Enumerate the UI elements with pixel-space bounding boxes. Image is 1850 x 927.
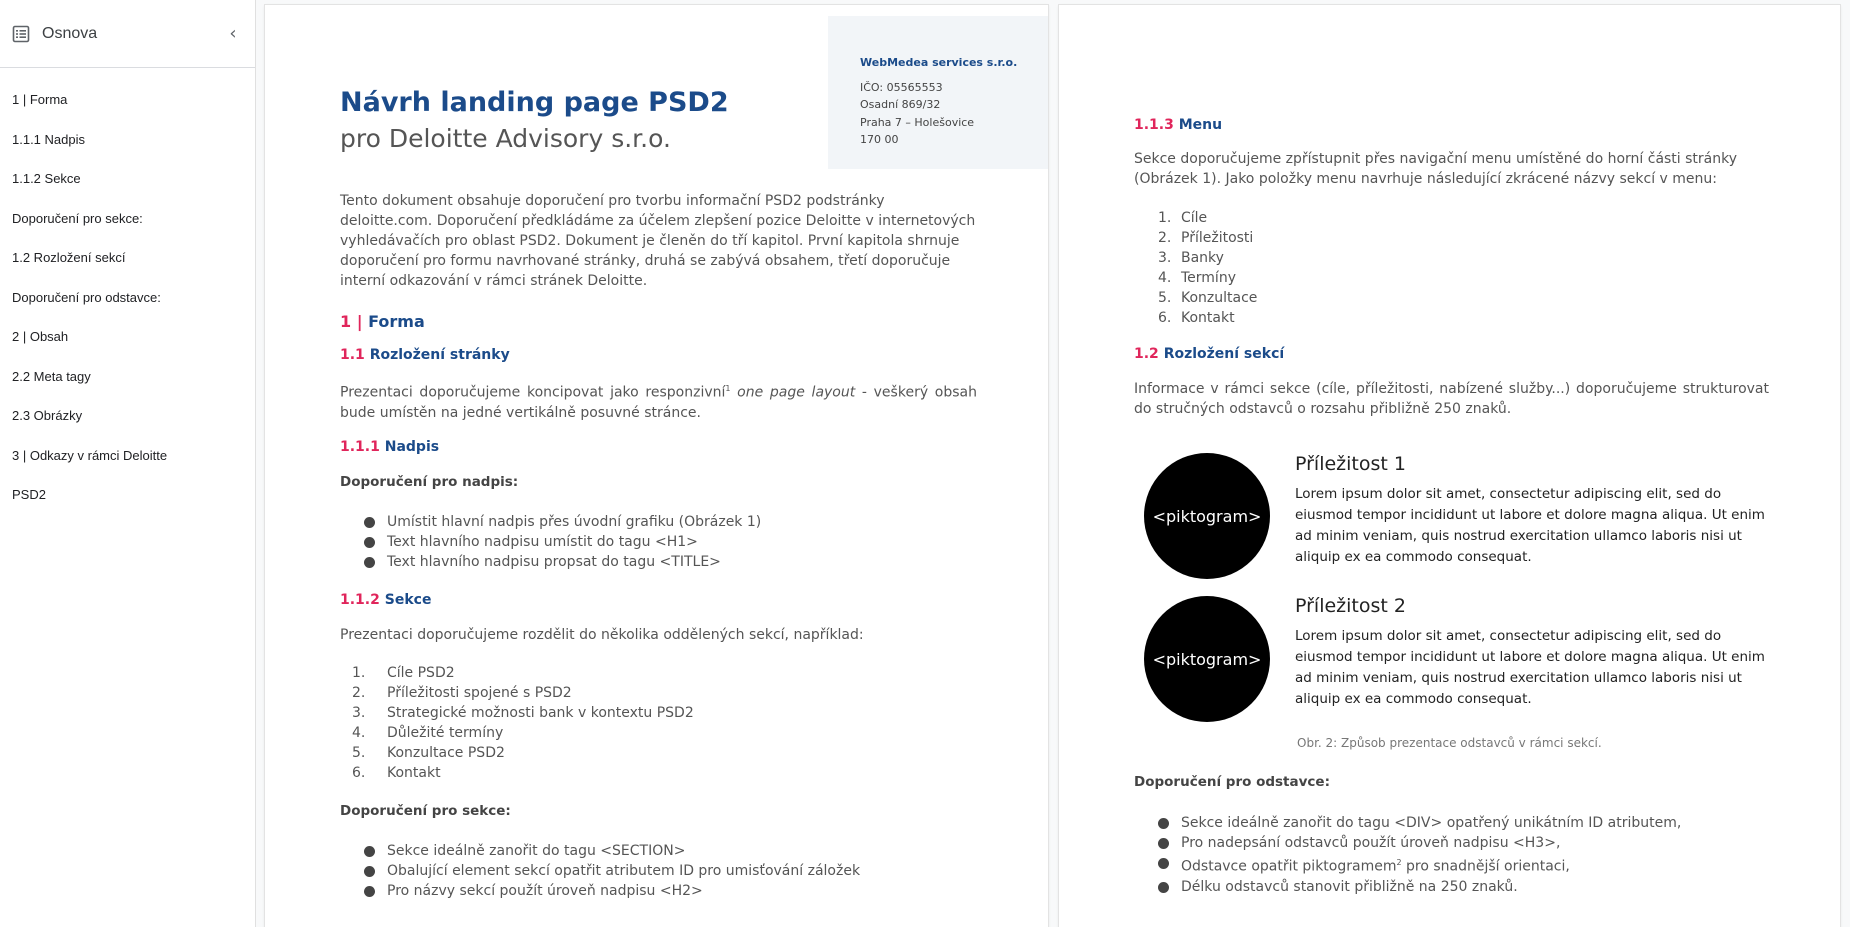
list-item: Umístit hlavní nadpis přes úvodní grafiku (Obrázek 1) [340,512,761,532]
menu-numbered-list [1134,208,1257,328]
outline-item[interactable]: 1.1.1 Nadpis [12,131,85,147]
list-item: Odstavce opatřit piktogramem$^2$ pro snadnější orientaci, [1134,853,1681,877]
pictogram-placeholder: <piktogram> [1144,596,1270,722]
outline-item[interactable]: PSD2 [12,487,46,502]
outline-title: Osnova [42,24,98,42]
footnote-ref[interactable]: 1 [725,384,731,393]
rozlozeni-paragraph: Informace v rámci sekce (cíle, příležitosti, nabízené služby...) doporučujeme strukturovat do stručných odstavců o rozsahu přibližně 250 znaků. [1134,381,1769,417]
list-item: 3. Strategické možnosti bank v kontextu PSD2 [352,705,694,721]
heading-number: 1 | [340,312,363,331]
outline-sidebar [0,0,256,927]
layout-paragraph [340,379,977,423]
heading-forma [340,312,425,331]
company-street: Osadní 869/32 [860,98,941,111]
company-info-box [828,16,1048,169]
list-item: Délku odstavců stanovit přibližně na 250 znaků. [1134,877,1681,897]
outline-item[interactable]: 3 | Odkazy v rámci Deloitte [12,447,168,463]
outline-list [0,68,255,515]
outline-item[interactable]: Doporučení pro sekce: [12,210,143,226]
heading-text: Forma [368,312,425,331]
footnote-ref[interactable]: 2 [1396,858,1402,867]
paragraph-text: Prezentaci doporučujeme koncipovat jako responzivní [340,384,726,401]
heading-text: Rozložení stránky [369,347,510,363]
pictogram-placeholder: <piktogram> [1144,453,1270,579]
heading-nadpis [340,439,439,455]
nadpis-recommendations-label: Doporučení pro nadpis: [340,474,519,490]
list-item: 1. Cíle [1158,210,1208,226]
odstavce-recommendations-label: Doporučení pro odstavce: [1134,774,1330,790]
heading-text: Sekce [384,592,432,608]
document-subtitle: pro Deloitte Advisory s.r.o. [340,124,671,153]
company-city: Praha 7 – Holešovice [860,115,975,129]
document-title: Návrh landing page PSD2 [340,87,729,118]
paragraph-text: - veškerý obsah bude umístěn na jedné vertikálně posuvné stránce. [340,384,977,421]
document-page-2 [1059,5,1840,927]
opportunity-title: Příležitost 1 [1295,453,1406,475]
list-item: 2. Příležitosti spojené s PSD2 [352,685,572,701]
heading-text: Nadpis [384,439,440,455]
nadpis-bullet-list [340,512,761,572]
company-name: WebMedea services s.r.o. [860,56,1018,69]
list-item: 3. Banky [1158,250,1224,266]
heading-number: 1.2 [1134,346,1159,362]
heading-menu [1134,117,1222,133]
heading-text: Rozložení sekcí [1163,346,1285,362]
heading-rozlozeni-stranky [340,347,510,363]
heading-number: 1.1.3 [1134,117,1174,133]
company-ico: IČO: 05565553 [860,80,943,94]
outline-item[interactable]: 1.1.2 Sekce [12,171,81,186]
opportunity-text: Lorem ipsum dolor sit amet, consectetur adipiscing elit, sed do eiusmod tempor incididunt ut labore et dolore magna aliqua. Ut enim ad minim veniam, quis nostrud exercitation ullamco laboris nisi ut aliquip ex ea commodo consequat. [1295,486,1765,565]
list-item: Text hlavního nadpisu umístit do tagu <H1> [340,532,761,552]
intro-paragraph: Tento dokument obsahuje doporučení pro tvorbu informační PSD2 podstránky deloitte.com. Doporučení předkládáme za účelem zlepšení pozice Deloitte v internetových vyhledávačích pro oblast PSD2. Dokument je členěn do tří kapitol. První kapitola shrnuje doporučení pro formu navrhované stránky, druhá se zabývá obsahem, třetí doporučuje interní odkazování v rámci stránek Deloitte. [340,193,976,289]
list-item: Text hlavního nadpisu propsat do tagu <TITLE> [340,552,761,572]
heading-sekce [340,592,431,608]
outline-item[interactable]: 2 | Obsah [12,329,69,344]
sekce-recommendations-label: Doporučení pro sekce: [340,803,511,819]
heading-number: 1.1.2 [340,592,380,608]
sekce-numbered-list [340,663,694,783]
chevron-left-icon[interactable]: ‹ [229,23,237,44]
heading-number: 1.1 [340,347,365,363]
menu-intro: Sekce doporučujeme zpřístupnit přes navigační menu umístěné do horní části stránky (Obrázek 1). Jako položky menu navrhuje následující zkrácené názvy sekcí v menu: [1134,151,1738,187]
heading-rozlozeni-sekci [1134,346,1284,362]
sekce-intro: Prezentaci doporučujeme rozdělit do několika oddělených sekcí, například: [340,627,864,643]
outline-list-icon[interactable] [12,25,30,43]
outline-item[interactable]: 1.2 Rozložení sekcí [12,250,126,265]
document-page-1 [265,5,1048,927]
odstavce-bullet-list [1134,813,1681,897]
list-item: Pro nadepsání odstavců použít úroveň nadpisu <H3>, [1134,833,1681,853]
outline-header [0,0,255,68]
list-item: 5. Konzultace [1158,290,1258,306]
list-item: 6. Kontakt [1158,310,1235,326]
opportunity-title: Příležitost 2 [1295,595,1406,617]
list-item: Sekce ideálně zanořit do tagu <SECTION> [340,841,860,861]
list-item: 4. Důležité termíny [352,725,504,741]
paragraph-emphasis: one page layout [737,384,856,401]
outline-item[interactable]: 2.2 Meta tagy [12,368,91,384]
heading-number: 1.1.1 [340,439,380,455]
opportunity-text: Lorem ipsum dolor sit amet, consectetur adipiscing elit, sed do eiusmod tempor incididunt ut labore et dolore magna aliqua. Ut enim ad minim veniam, quis nostrud exercitation ullamco laboris nisi ut aliquip ex ea commodo consequat. [1295,628,1765,707]
sekce-bullet-list [340,841,860,901]
outline-item[interactable]: 1 | Forma [12,92,68,107]
list-item: Pro názvy sekcí použít úroveň nadpisu <H2> [340,881,860,901]
outline-item[interactable]: 2.3 Obrázky [12,408,83,423]
heading-text: Menu [1178,117,1223,133]
company-zip: 170 00 [860,133,899,146]
list-item: 1. Cíle PSD2 [352,665,455,681]
list-item: 6. Kontakt [352,765,441,781]
list-item: Sekce ideálně zanořit do tagu <DIV> opatřený unikátním ID atributem, [1134,813,1681,833]
list-item: 2. Příležitosti [1158,230,1254,246]
outline-item[interactable]: Doporučení pro odstavce: [12,289,161,305]
figure-caption: Obr. 2: Způsob prezentace odstavců v rámci sekcí. [1297,736,1602,750]
list-item: Obalující element sekcí opatřit atributem ID pro umisťování záložek [340,861,860,881]
list-item: 5. Konzultace PSD2 [352,745,505,761]
list-item: 4. Termíny [1158,270,1236,286]
